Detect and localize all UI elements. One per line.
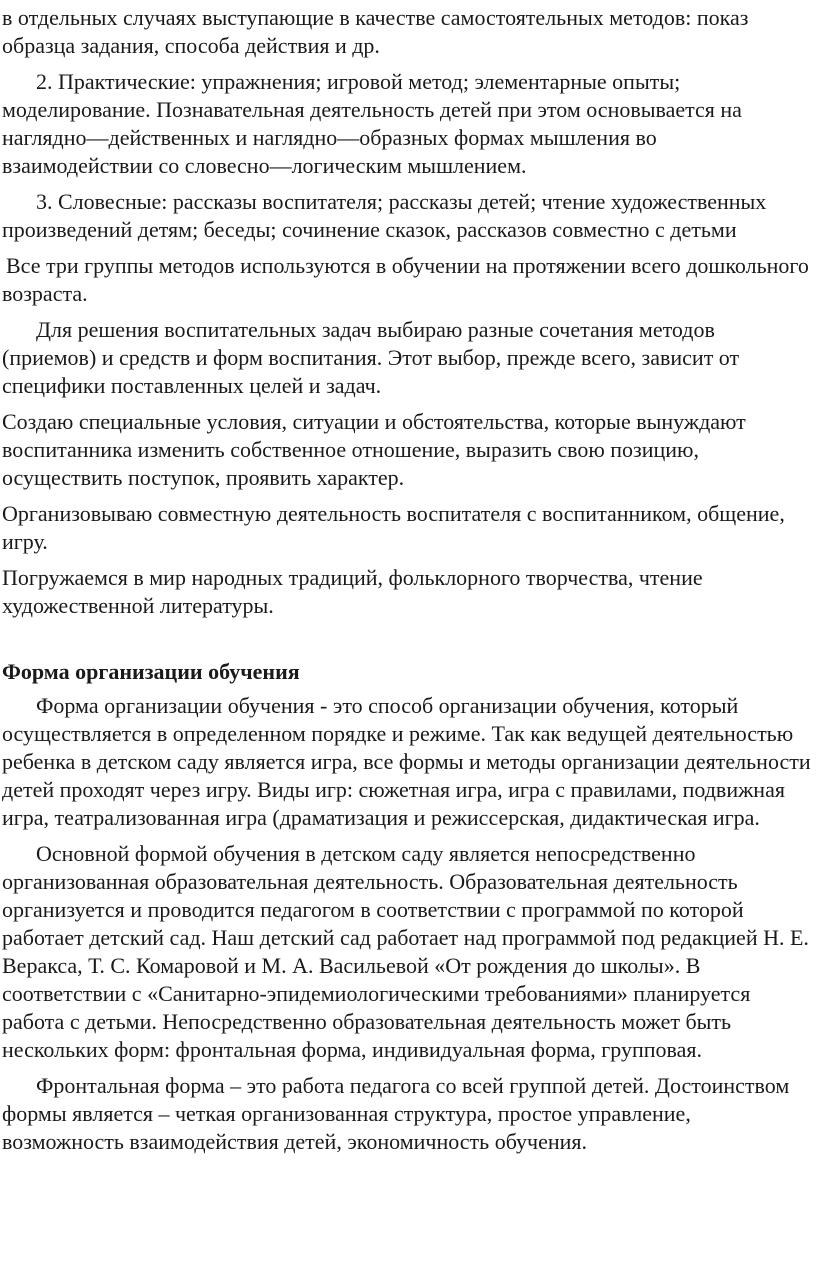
paragraph-methods-visual-end: в отдельных случаях выступающие в качестве самостоятельных методов: показ образца задания, способа действия и др. (2, 5, 749, 58)
section-heading: Форма организации обучения (2, 659, 300, 684)
paragraph-education-tasks: Для решения воспитательных задач выбираю разные сочетания методов (приемов) и средств и форм воспитания. Этот выбор, прежде всего, зависит от специфики поставленных целей и задач. (2, 317, 740, 398)
paragraph-joint-activity: Организовываю совместную деятельность воспитателя с воспитанником, общение, игру. (2, 501, 785, 554)
paragraph-special-conditions: Создаю специальные условия, ситуации и обстоятельства, которые вынуждают воспитанника изменить собственное отношение, выразить свою позицию, осуществить поступок, проявить характер. (2, 409, 746, 490)
paragraph-verbal-methods: 3. Словесные: рассказы воспитателя; рассказы детей; чтение художественных произведений детям; беседы; сочинение сказок, рассказов совместно с детьми (2, 189, 767, 242)
paragraph-form-definition: Форма организации обучения - это способ организации обучения, который осуществляется в определенном порядке и режиме. Так как ведущей деятельностью ребенка в детском саду является игра, все формы и методы организации деятельности детей проходят через игру. Виды игр: сюжетная игра, игра с правилами, подвижная игра, театрализованная игра (драматизация и режиссерская, дидактическая игра. (2, 693, 811, 830)
paragraph-all-groups: Все три группы методов используются в обучении на протяжении всего дошкольного возраста. (2, 253, 809, 306)
paragraph-main-form: Основной формой обучения в детском саду является непосредственно организованная образовательная деятельность. Образовательная деятельность организуется и проводится педагогом в соответствии с программой по которой работает детский сад. Наш детский сад работает над программой под редакцией Н. Е. Веракса, Т. С. Комаровой и М. А. Васильевой «От рождения до школы». В соответствии с «Санитарно-эпидемиологическими требованиями» планируется работа с детьми. Непосредственно образовательная деятельность может быть нескольких форм: фронтальная форма, индивидуальная форма, групповая. (2, 841, 809, 1062)
paragraph-practical-methods: 2. Практические: упражнения; игровой метод; элементарные опыты; моделирование. Познавательная деятельность детей при этом основывается на наглядно—действенных и наглядно—образных формах мышления во взаимодействии со словесно—логическим мышлением. (2, 69, 742, 178)
paragraph-folk-traditions: Погружаемся в мир народных традиций, фольклорного творчества, чтение художественной литературы. (2, 565, 703, 618)
paragraph-frontal-form: Фронтальная форма – это работа педагога со всей группой детей. Достоинством формы является – четкая организованная структура, простое управление, возможность взаимодействия детей, экономичность обучения. (2, 1073, 790, 1154)
